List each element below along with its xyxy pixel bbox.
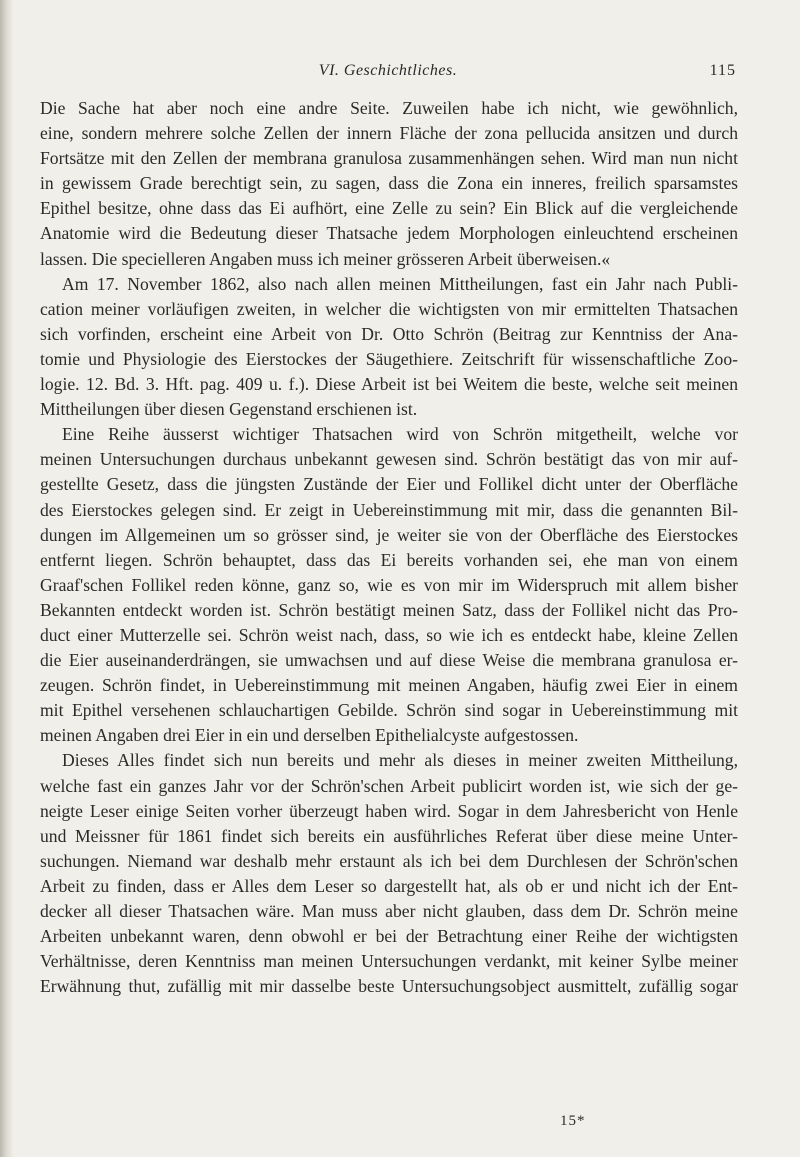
- text-line: Erwähnung thut, zufällig mit mir dasselbe beste Untersuchungsobject ausmittelt, zufällig sogar: [40, 976, 738, 997]
- text-line: Arbeit zu finden, dass er Alles dem Leser so dargestellt hat, als ob er und nicht ich der Ent-: [40, 875, 738, 896]
- body-text: [40, 96, 738, 999]
- text-line: tomie und Physiologie des Eierstockes der Säugethiere. Zeitschrift für wissenschaftliche Zoo-: [40, 348, 738, 369]
- text-line: sich vorfinden, erscheint eine Arbeit von Dr. Otto Schrön (Beitrag zur Kenntniss der Ana-: [40, 323, 738, 344]
- text-line: entfernt liegen. Schrön behauptet, dass das Ei bereits vorhanden sei, ehe man von einem: [40, 549, 738, 570]
- text-line: die Eier auseinanderdrängen, sie umwachsen und auf diese Weise die membrana granulosa er-: [40, 650, 738, 671]
- text-line: in gewissem Grade berechtigt sein, zu sagen, dass die Zona ein inneres, freilich sparsamstes: [40, 173, 738, 194]
- running-head: VI. Geschichtliches.: [318, 62, 458, 79]
- text-line: und Meissner für 1861 findet sich bereits ein ausführliches Referat über diese meine Unter-: [40, 825, 738, 846]
- text-line: Mittheilungen über diesen Gegenstand erschienen ist.: [40, 399, 418, 420]
- text-line: Am 17. November 1862, also nach allen meinen Mittheilungen, fast ein Jahr nach Publi-: [62, 273, 738, 294]
- text-line: Verhältnisse, deren Kenntniss man meinen Untersuchungen verdankt, mit keiner Sylbe meiner: [40, 951, 738, 972]
- page-number: 115: [709, 62, 736, 79]
- text-line: Graaf'schen Follikel reden könne, ganz so, wie es von mir im Widerspruch mit allem bisher: [40, 574, 738, 595]
- text-line: Arbeiten unbekannt waren, denn obwohl er bei der Betrachtung einer Reihe der wichtigsten: [40, 926, 738, 947]
- text-line: meinen Angaben drei Eier in ein und derselben Epithelialcyste aufgestossen.: [40, 725, 579, 746]
- text-line: Eine Reihe äusserst wichtiger Thatsachen wird von Schrön mitgetheilt, welche vor: [62, 424, 738, 445]
- text-line: Bekannten entdeckt worden ist. Schrön bestätigt meinen Satz, dass der Follikel nicht das Pro-: [40, 599, 738, 620]
- text-line: lassen. Die specielleren Angaben muss ich meiner grösseren Arbeit überweisen.«: [40, 248, 611, 269]
- text-line: decker all dieser Thatsachen wäre. Man muss aber nicht glauben, dass dem Dr. Schrön meine: [40, 901, 738, 921]
- text-line: logie. 12. Bd. 3. Hft. pag. 409 u. f.). Diese Arbeit ist bei Weitem die beste, welche seit meinen: [40, 374, 738, 395]
- text-line: mit Epithel versehenen schlauchartigen Gebilde. Schrön sind sogar in Uebereinstimmung mit: [40, 700, 738, 721]
- text-line: meinen Untersuchungen durchaus unbekannt gewesen sind. Schrön bestätigt das von mir auf-: [40, 449, 738, 470]
- text-line: zeugen. Schrön findet, in Uebereinstimmung mit meinen Angaben, häufig zwei Eier in einem: [40, 675, 738, 696]
- page-header: [40, 62, 736, 86]
- text-line: duct einer Mutterzelle sei. Schrön weist nach, dass, so wie ich es entdeckt habe, kleine Zellen: [40, 624, 738, 645]
- text-line: suchungen. Niemand war deshalb mehr erstaunt als ich bei dem Durchlesen der Schrön'schen: [40, 850, 738, 871]
- text-line: Fortsätze mit den Zellen der membrana granulosa zusammenhängen sehen. Wird man nun nicht: [40, 148, 738, 169]
- text-line: welche fast ein ganzes Jahr vor der Schrön'schen Arbeit publicirt worden ist, wie sich der ge-: [40, 775, 738, 796]
- text-line: Die Sache hat aber noch eine andre Seite. Zuweilen habe ich nicht, wie gewöhnlich,: [40, 98, 738, 118]
- text-line: Epithel besitze, ohne dass das Ei aufhört, eine Zelle zu sein? Ein Blick auf die vergleichende: [40, 198, 738, 219]
- text-line: gestellte Gesetz, dass die jüngsten Zustände der Eier und Follikel dicht unter der Oberfläche: [40, 474, 738, 495]
- text-line: neigte Leser einige Seiten vorher überzeugt haben wird. Sogar in dem Jahresbericht von Henle: [40, 800, 738, 821]
- text-line: cation meiner vorläufigen zweiten, in welcher die wichtigsten von mir ermittelten Thatsachen: [40, 298, 738, 319]
- text-line: des Eierstockes gelegen sind. Er zeigt in Uebereinstimmung mit mir, dass die genannten Bil-: [40, 499, 738, 520]
- text-line: Dieses Alles findet sich nun bereits und mehr als dieses in meiner zweiten Mittheilung,: [62, 750, 738, 771]
- signature-mark: 15*: [560, 1113, 586, 1129]
- text-line: eine, sondern mehrere solche Zellen der innern Fläche der zona pellucida ansitzen und durch: [40, 123, 738, 144]
- text-line: Anatomie wird die Bedeutung dieser Thatsache jedem Morphologen einleuchtend erscheinen: [40, 223, 738, 244]
- text-line: dungen im Allgemeinen um so grösser sind, je weiter sie von der Oberfläche des Eierstockes: [40, 524, 738, 545]
- page-edge-shadow: [0, 0, 14, 1157]
